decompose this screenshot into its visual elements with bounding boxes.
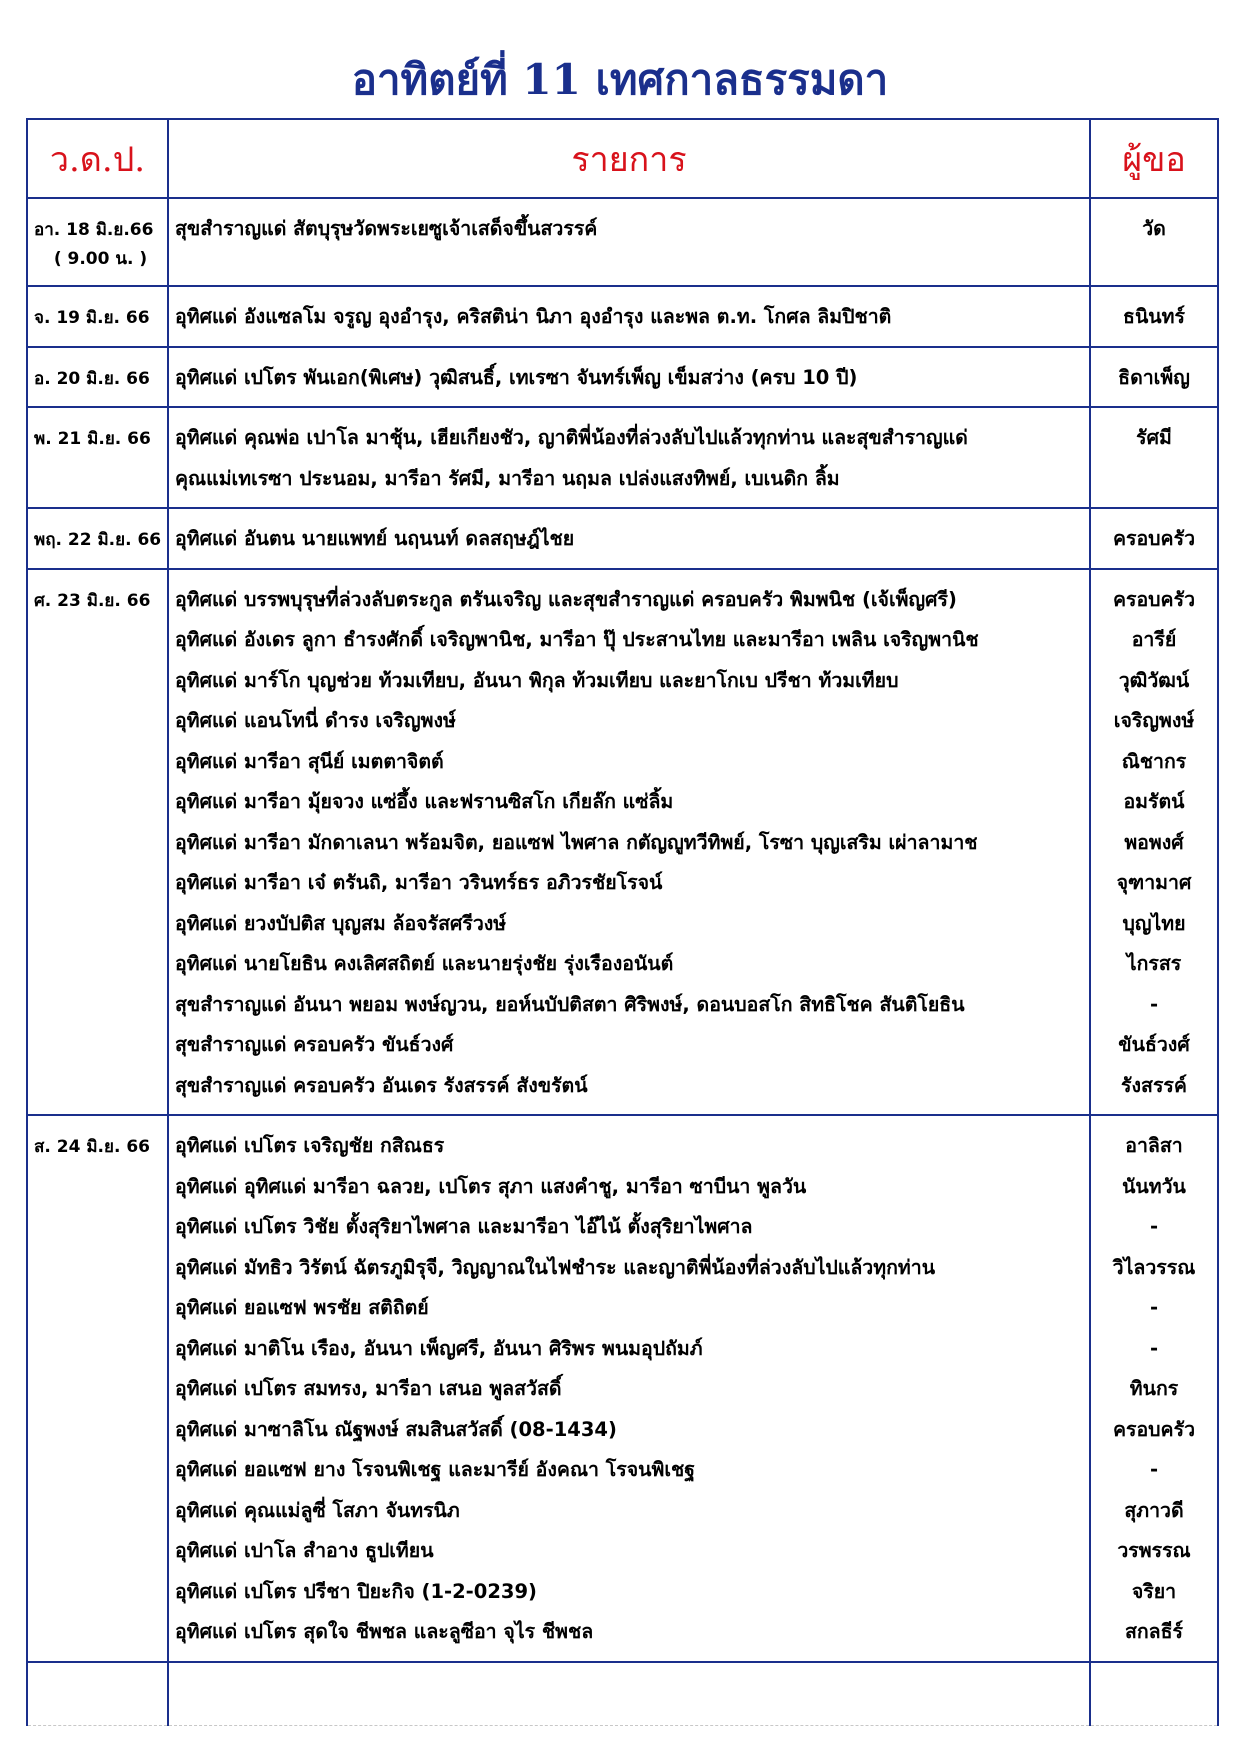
requester-name: ธนินทร์ bbox=[1123, 305, 1185, 328]
date-cell bbox=[27, 347, 168, 408]
intention-line: อุทิศแด่ มารีอา สุนีย์ เมตตาจิตต์ bbox=[175, 749, 444, 773]
intention-line: สุขสำราญแด่ ครอบครัว อันเดร รังสรรค์ สังขรัตน์ bbox=[175, 1073, 588, 1097]
date-cell bbox=[27, 1115, 168, 1662]
empty-cell bbox=[27, 1662, 168, 1726]
intention-line: อุทิศแด่ เปาโล สำอาง ธูปเทียน bbox=[175, 1539, 434, 1562]
requester-cell bbox=[1090, 198, 1218, 286]
header-items: รายการ bbox=[168, 119, 1090, 198]
requester-name: - bbox=[1149, 1458, 1159, 1481]
requester-name: ครอบครัว bbox=[1112, 1417, 1196, 1441]
intention-line: อุทิศแด่ เปโตร สมทรง, มารีอา เสนอ พูลสวัสดิ์ bbox=[175, 1377, 562, 1400]
intention-line: อุทิศแด่ ยวงบัปติส บุญสม ล้อจรัสศรีวงษ์ bbox=[175, 911, 507, 935]
table-row bbox=[27, 407, 1218, 508]
requester-name: วิไลวรรณ bbox=[1112, 1255, 1196, 1279]
intention-line: อุทิศแด่ มาร์โก บุญช่วย ท้วมเทียบ, อันนา พิกุล ท้วมเทียบ และยาโกเบ ปรีชา ท้วมเทียบ bbox=[175, 668, 899, 692]
requester-name: ไกรสร bbox=[1126, 952, 1182, 975]
date-cell bbox=[27, 286, 168, 347]
intention-line: อุทิศแด่ อุทิศแด่ มารีอา ฉลวย, เปโตร สุภา แสงคำชู, มารีอา ซาบีนา พูลวัน bbox=[175, 1174, 807, 1198]
date-cell bbox=[27, 508, 168, 569]
items-cell bbox=[168, 508, 1090, 569]
requester-name: รังสรรค์ bbox=[1121, 1073, 1187, 1097]
items-cell bbox=[168, 347, 1090, 408]
table-row bbox=[27, 198, 1218, 286]
intention-line: สุขสำราญแด่ อันนา พยอม พงษ์ญวน, ยอห์นบัปติสตา ศิริพงษ์, ดอนบอสโก สิทธิโชค สันติโยธิน bbox=[175, 992, 965, 1016]
intention-line: อุทิศแด่ มารีอา มุ้ยจวง แซ่อึ้ง และฟรานซิสโก เกียล๊ก แซ่ลิ้ม bbox=[175, 790, 674, 813]
intention-line: อุทิศแด่ อันตน นายแพทย์ นฤนนท์ ดลสฤษฎ์ไชย bbox=[175, 527, 575, 550]
requester-name: ขันธ์วงศ์ bbox=[1118, 1033, 1190, 1056]
requester-name: - bbox=[1149, 1296, 1159, 1319]
intention-line: อุทิศแด่ อังเดร ลูกา ธำรงศักดิ์ เจริญพานิช, มารีอา ปุ๊ ประสานไทย และมารีอา เพลิน เจริญพานิช bbox=[175, 628, 979, 651]
requester-cell bbox=[1090, 508, 1218, 569]
intention-line: อุทิศแด่ มาติโน เรือง, อันนา เพ็ญศรี, อันนา ศิริพร พนมอุปถัมภ์ bbox=[175, 1336, 703, 1360]
requester-cell bbox=[1090, 569, 1218, 1116]
intention-line: อุทิศแด่ อังแซลโม จรูญ อุงอำรุง, คริสติน่า นิภา อุงอำรุง และพล ต.ท. โกศล ลิมปิชาติ bbox=[175, 305, 892, 328]
requester-name: เจริญพงษ์ bbox=[1113, 709, 1195, 732]
intention-line: อุทิศแด่ มารีอา เจ๋ ตรันถิ, มารีอา วรินทร์ธร อภิวรชัยโรจน์ bbox=[175, 871, 663, 894]
date-label: พ. 21 มิ.ย. 66 bbox=[34, 429, 151, 449]
requester-name: - bbox=[1149, 1215, 1159, 1238]
intention-line: อุทิศแด่ นายโยธิน คงเลิศสถิตย์ และนายรุ่งชัย รุ่งเรืองอนันต์ bbox=[175, 952, 674, 975]
requester-name: อาลิสา bbox=[1125, 1134, 1183, 1157]
items-cell bbox=[168, 286, 1090, 347]
intention-line: อุทิศแด่ เปโตร เจริญชัย กสิณธร bbox=[175, 1134, 445, 1157]
requester-name: วัด bbox=[1142, 217, 1166, 240]
items-cell bbox=[168, 198, 1090, 286]
intention-line: อุทิศแด่ มารีอา มักดาเลนา พร้อมจิต, ยอแซฟ ไพศาล กตัญญูทวีทิพย์, โรซา บุญเสริม เผ่าลามาช bbox=[175, 830, 978, 854]
table-row bbox=[27, 508, 1218, 569]
date-cell bbox=[27, 198, 168, 286]
requester-name: ธิดาเพ็ญ bbox=[1118, 365, 1190, 389]
items-cell bbox=[168, 1115, 1090, 1662]
requester-name: ครอบครัว bbox=[1112, 587, 1196, 611]
requester-name: ณิชากร bbox=[1121, 749, 1187, 773]
intention-line: อุทิศแด่ เปโตร สุดใจ ชีพชล และลูซีอา จุไร ชีพชล bbox=[175, 1620, 594, 1643]
date-label: ส. 24 มิ.ย. 66 bbox=[34, 1137, 150, 1157]
table-row bbox=[27, 347, 1218, 408]
requester-name: อารีย์ bbox=[1131, 628, 1177, 651]
intention-line: อุทิศแด่ คุณแม่ลูซี่ โสภา จันทรนิภ bbox=[175, 1498, 460, 1522]
requester-cell bbox=[1090, 407, 1218, 508]
time-label: ( 9.00 น. ) bbox=[53, 249, 148, 269]
requester-name: อมรัตน์ bbox=[1123, 790, 1185, 813]
intention-line: อุทิศแด่ มัทธิว วิรัตน์ ฉัตรภูมิรุจี, วิญญาณในไฟชำระ และญาติพี่น้องที่ล่วงลับไปแล้วทุกท่าน bbox=[175, 1255, 936, 1279]
table-row bbox=[27, 286, 1218, 347]
items-cell bbox=[168, 569, 1090, 1116]
empty-cell bbox=[1090, 1662, 1218, 1726]
intention-line: สุขสำราญแด่ สัตบุรุษวัดพระเยซูเจ้าเสด็จขึ้นสวรรค์ bbox=[175, 217, 598, 240]
requester-name: จุฑามาศ bbox=[1116, 871, 1192, 894]
intention-line: อุทิศแด่ เปโตร พันเอก(พิเศษ) วุฒิสนธิ์, เทเรซา จันทร์เพ็ญ เข็มสว่าง (ครบ 10 ปี) bbox=[175, 365, 858, 389]
intention-line: อุทิศแด่ บรรพบุรุษที่ล่วงลับตระกูล ตรันเจริญ และสุขสำราญแด่ ครอบครัว พิมพนิช (เจ้เพ็ญศรี) bbox=[175, 587, 957, 611]
requester-name: วุฒิวัฒน์ bbox=[1118, 668, 1190, 692]
intention-line: อุทิศแด่ ยอแซฟ พรชัย สติถิตย์ bbox=[175, 1296, 429, 1319]
intention-line: คุณแม่เทเรซา ประนอม, มารีอา รัศมี, มารีอา นฤมล เปล่งแสงทิพย์, เบเนดิก ลิ้ม bbox=[175, 466, 840, 490]
header-requester: ผู้ขอ bbox=[1090, 119, 1218, 198]
requester-name: พอพงศ์ bbox=[1124, 830, 1184, 854]
requester-name: ครอบครัว bbox=[1112, 527, 1196, 550]
requester-name: สกลธีร์ bbox=[1124, 1620, 1184, 1643]
page-title: อาทิตย์ที่ 11 เทศกาลธรรมดา bbox=[351, 55, 889, 104]
requester-cell bbox=[1090, 286, 1218, 347]
date-cell bbox=[27, 569, 168, 1116]
header-date: ว.ด.ป. bbox=[27, 119, 168, 198]
date-label: จ. 19 มิ.ย. 66 bbox=[34, 308, 150, 328]
table-row bbox=[27, 569, 1218, 1116]
table-header-row bbox=[27, 119, 1218, 198]
intention-line: อุทิศแด่ เปโตร ปรีชา ปิยะกิจ (1-2-0239) bbox=[175, 1579, 537, 1603]
empty-row bbox=[27, 1662, 1218, 1726]
intention-line: อุทิศแด่ ยอแซฟ ยาง โรจนพิเชฐ และมารีย์ อังคณา โรจนพิเชฐ bbox=[175, 1458, 695, 1481]
requester-name: จริยา bbox=[1131, 1579, 1177, 1603]
requester-cell bbox=[1090, 1115, 1218, 1662]
requester-name: ทินกร bbox=[1129, 1377, 1179, 1400]
date-label: อา. 18 มิ.ย.66 bbox=[34, 220, 154, 240]
requester-name: สุภาวดี bbox=[1124, 1498, 1184, 1522]
requester-cell bbox=[1090, 347, 1218, 408]
requester-name: รัศมี bbox=[1136, 426, 1172, 449]
requester-name: วรพรรณ bbox=[1117, 1539, 1191, 1562]
table-row bbox=[27, 1115, 1218, 1662]
intention-line: อุทิศแด่ แอนโทนี่ ดำรง เจริญพงษ์ bbox=[175, 709, 456, 732]
date-cell bbox=[27, 407, 168, 508]
date-label: ศ. 23 มิ.ย. 66 bbox=[34, 590, 151, 611]
requester-name: - bbox=[1149, 992, 1159, 1016]
empty-cell bbox=[168, 1662, 1090, 1726]
requester-name: บุญไทย bbox=[1122, 911, 1186, 935]
intention-line: สุขสำราญแด่ ครอบครัว ขันธ์วงศ์ bbox=[175, 1033, 454, 1056]
date-label: อ. 20 มิ.ย. 66 bbox=[34, 368, 150, 389]
intention-line: อุทิศแด่ เปโตร วิชัย ตั้งสุริยาไพศาล และมารีอา ไอ๊ไน้ ตั้งสุริยาไพศาล bbox=[175, 1215, 753, 1238]
mass-intention-table bbox=[26, 118, 1219, 1726]
intention-line: อุทิศแด่ มาซาลิโน ณัฐพงษ์ สมสินสวัสดิ์ (08-1434) bbox=[175, 1417, 617, 1441]
date-label: พฤ. 22 มิ.ย. 66 bbox=[34, 530, 162, 550]
requester-name: นันทวัน bbox=[1122, 1174, 1186, 1198]
items-cell bbox=[168, 407, 1090, 508]
requester-name: - bbox=[1149, 1336, 1159, 1360]
intention-line: อุทิศแด่ คุณพ่อ เปาโล มาชุ้น, เฮียเกียงชัว, ญาติพี่น้องที่ล่วงลับไปแล้วทุกท่าน และสุขสำราญแด่ bbox=[175, 426, 968, 449]
